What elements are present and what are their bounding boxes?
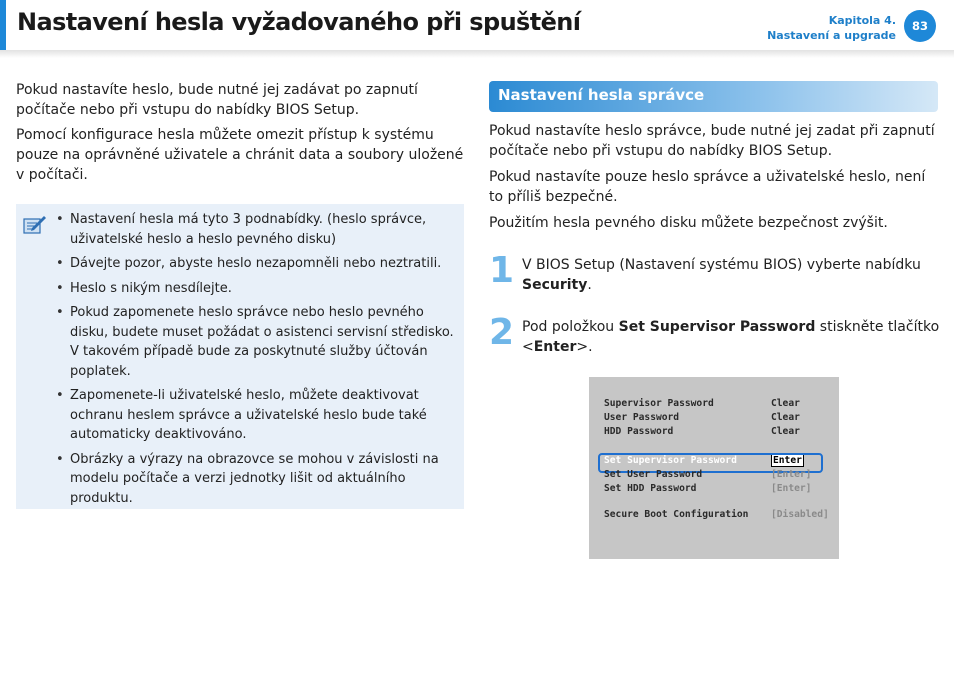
step-1-text: V BIOS Setup (Nastavení systému BIOS) vyberte nabídku Security.: [522, 257, 921, 293]
section-paragraph-3: Použitím hesla pevného disku můžete bezpečnost zvýšit.: [489, 215, 888, 231]
bios-screenshot: [589, 377, 839, 559]
bios-row-value: [Enter]: [771, 483, 812, 494]
step-2-number: 2: [489, 312, 515, 353]
bios-row-value: Clear: [771, 412, 800, 423]
bios-row-value: Clear: [771, 398, 800, 409]
page-title: Nastavení hesla vyžadovaného při spuštění: [17, 8, 581, 36]
chapter-label: [767, 13, 896, 43]
bios-selected-label[interactable]: Set Supervisor Password: [604, 455, 737, 466]
intro-paragraph-2: Pomocí konfigurace hesla můžete omezit přístup k systému pouze na oprávněné uživatele a chránit data a soubory uložené v počítači.: [16, 127, 464, 183]
bios-row-label: User Password: [604, 412, 680, 423]
section-paragraph-2: Pokud nastavíte pouze heslo správce a uživatelské heslo, není to příliš bezpečné.: [489, 169, 926, 205]
note-item: • Heslo s nikým nesdílejte.: [70, 279, 455, 299]
section-header: [489, 81, 938, 112]
page-number: 83: [904, 10, 936, 42]
note-item: • Pokud zapomenete heslo správce nebo heslo pevného disku, budete muset požádat o asistenci servisní středisko. V takovém případě bude za poskytnuté služby účtován poplatek.: [70, 303, 455, 381]
section-paragraph-1: Pokud nastavíte heslo správce, bude nutné jej zadat při zapnutí počítače nebo při vstupu do nabídky BIOS Setup.: [489, 123, 935, 159]
bios-row-value: Clear: [771, 426, 800, 437]
note-box: [16, 204, 464, 509]
bios-row-label: Secure Boot Configuration: [604, 509, 749, 520]
intro-paragraph-1: Pokud nastavíte heslo, bude nutné jej zadávat po zapnutí počítače nebo při vstupu do nabídky BIOS Setup.: [16, 82, 418, 118]
note-list: [70, 210, 455, 513]
bios-row-label: HDD Password: [604, 426, 674, 437]
note-item: • Nastavení hesla má tyto 3 podnabídky. (heslo správce, uživatelské heslo a heslo pevného disku): [70, 210, 455, 249]
bios-enter-value[interactable]: Enter: [773, 455, 802, 466]
bios-row-value: [Enter]: [771, 469, 812, 480]
note-item: • Obrázky a výrazy na obrazovce se mohou v závislosti na modelu počítače a verzi jednotky lišit od aktuálního produktu.: [70, 450, 455, 509]
section-title: Nastavení hesla správce: [498, 86, 705, 104]
header-divider: [0, 50, 954, 58]
note-item: • Dávejte pozor, abyste heslo nezapomněli nebo neztratili.: [70, 254, 455, 274]
header-accent-bar: [0, 0, 6, 52]
note-pencil-icon: [22, 212, 48, 238]
note-item: • Zapomenete-li uživatelské heslo, můžete deaktivovat ochranu heslem správce a uživatelské heslo bude také automaticky deaktivováno.: [70, 386, 455, 445]
chapter-number: Kapitola 4.: [828, 14, 896, 27]
bios-row-label: Set HDD Password: [604, 483, 697, 494]
step-2-text: Pod položkou Set Supervisor Password stiskněte tlačítko <Enter>.: [522, 319, 940, 355]
bios-row-label: Set User Password: [604, 469, 703, 480]
step-1-number: 1: [489, 250, 515, 291]
bios-row-label: Supervisor Password: [604, 398, 714, 409]
chapter-title: Nastavení a upgrade: [767, 29, 896, 42]
bios-row-value: [Disabled]: [771, 509, 829, 520]
